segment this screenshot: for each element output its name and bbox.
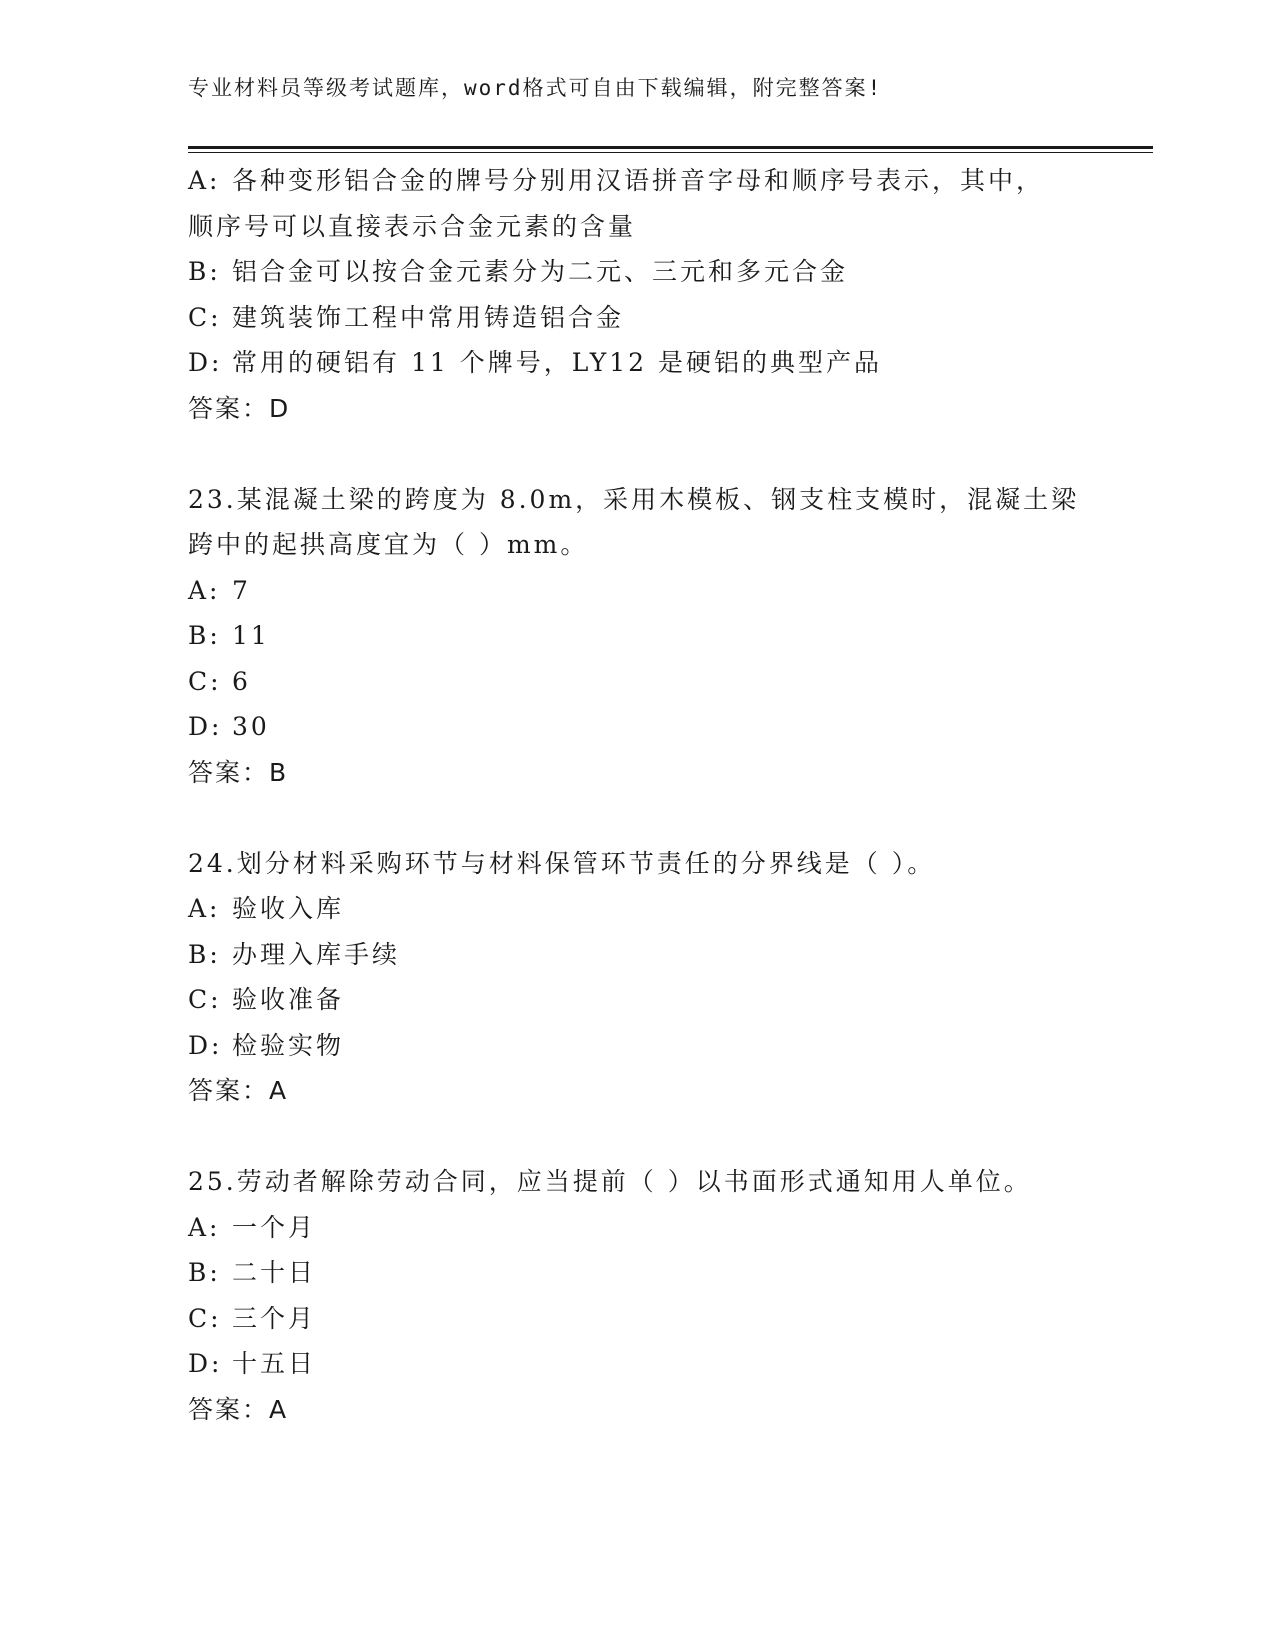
header-rule-thick — [188, 146, 1153, 149]
option-c — [188, 977, 1148, 1023]
option-text: 办理入库手续 — [232, 939, 401, 969]
option-letter: A: — [188, 1212, 221, 1242]
option-text: 30 — [232, 712, 270, 741]
option-letter: A: — [188, 894, 221, 923]
option-b — [188, 613, 1148, 659]
answer: 答案：B — [188, 757, 289, 787]
option-text: 建筑装饰工程中常用铸造铝合金 — [232, 302, 625, 332]
option-letter: B: — [188, 621, 221, 650]
option-text: 验收准备 — [232, 985, 345, 1014]
option-letter: D: — [188, 348, 223, 377]
option-text: 常用的硬铝有 11 个牌号，LY12 是硬铝的典型产品 — [232, 348, 882, 377]
option-a — [188, 568, 1148, 614]
option-text: 各种变形铝合金的牌号分别用汉语拼音字母和顺序号表示，其中， — [232, 166, 1045, 195]
header-note: 专业材料员等级考试题库，word格式可自由下载编辑，附完整答案! — [188, 76, 883, 100]
answer: 答案：A — [188, 1394, 289, 1424]
option-text: 检验实物 — [232, 1030, 345, 1060]
option-text: 11 — [232, 621, 270, 650]
option-letter: A: — [188, 575, 221, 605]
option-letter: D: — [188, 1030, 223, 1060]
option-letter: C: — [188, 985, 222, 1014]
option-text: 三个月 — [232, 1303, 317, 1333]
option-d — [188, 1023, 1148, 1069]
option-text: 7 — [232, 575, 251, 605]
option-letter: B: — [188, 1258, 221, 1287]
option-b — [188, 932, 1148, 978]
option-a-continued: 顺序号可以直接表示合金元素的含量 — [188, 211, 637, 241]
option-letter: C: — [188, 1303, 222, 1333]
header-rule-thin — [188, 152, 1153, 153]
option-letter: D: — [188, 1349, 223, 1378]
option-letter: B: — [188, 257, 221, 286]
spacer — [188, 1114, 1148, 1160]
option-letter: D: — [188, 712, 223, 741]
question-stem-continued: 跨中的起拱高度宜为（ ）mm。 — [188, 530, 589, 559]
question-stem: 25.劳动者解除劳动合同，应当提前（ ）以书面形式通知用人单位。 — [188, 1167, 1032, 1196]
option-letter: A: — [188, 166, 221, 195]
option-a — [188, 1205, 1148, 1251]
question-25 — [188, 1159, 1148, 1432]
question-22 — [188, 158, 1148, 431]
option-b — [188, 249, 1148, 295]
option-text: 6 — [232, 666, 251, 696]
option-c — [188, 295, 1148, 341]
option-text: 验收入库 — [232, 894, 345, 923]
option-c — [188, 659, 1148, 705]
option-a — [188, 886, 1148, 932]
spacer — [188, 431, 1148, 477]
option-letter: B: — [188, 939, 221, 969]
option-text: 二十日 — [232, 1258, 317, 1287]
option-letter: C: — [188, 666, 222, 696]
question-24 — [188, 841, 1148, 1114]
question-stem: 24.划分材料采购环节与材料保管环节责任的分界线是（ ）。 — [188, 848, 936, 878]
option-d — [188, 1341, 1148, 1387]
answer: 答案：A — [188, 1076, 289, 1105]
question-stem: 23.某混凝土梁的跨度为 8.0m，采用木模板、钢支柱支模时，混凝土梁 — [188, 484, 1080, 514]
spacer — [188, 795, 1148, 841]
option-text: 十五日 — [232, 1349, 317, 1378]
question-23 — [188, 477, 1148, 796]
option-text: 一个月 — [232, 1212, 317, 1242]
question-content — [188, 158, 1148, 1432]
option-c — [188, 1296, 1148, 1342]
option-d — [188, 340, 1148, 386]
option-letter: C: — [188, 302, 222, 332]
answer: 答案：D — [188, 393, 291, 423]
option-b — [188, 1250, 1148, 1296]
option-text: 铝合金可以按合金元素分为二元、三元和多元合金 — [232, 257, 849, 286]
option-d — [188, 704, 1148, 750]
option-a — [188, 158, 1148, 204]
